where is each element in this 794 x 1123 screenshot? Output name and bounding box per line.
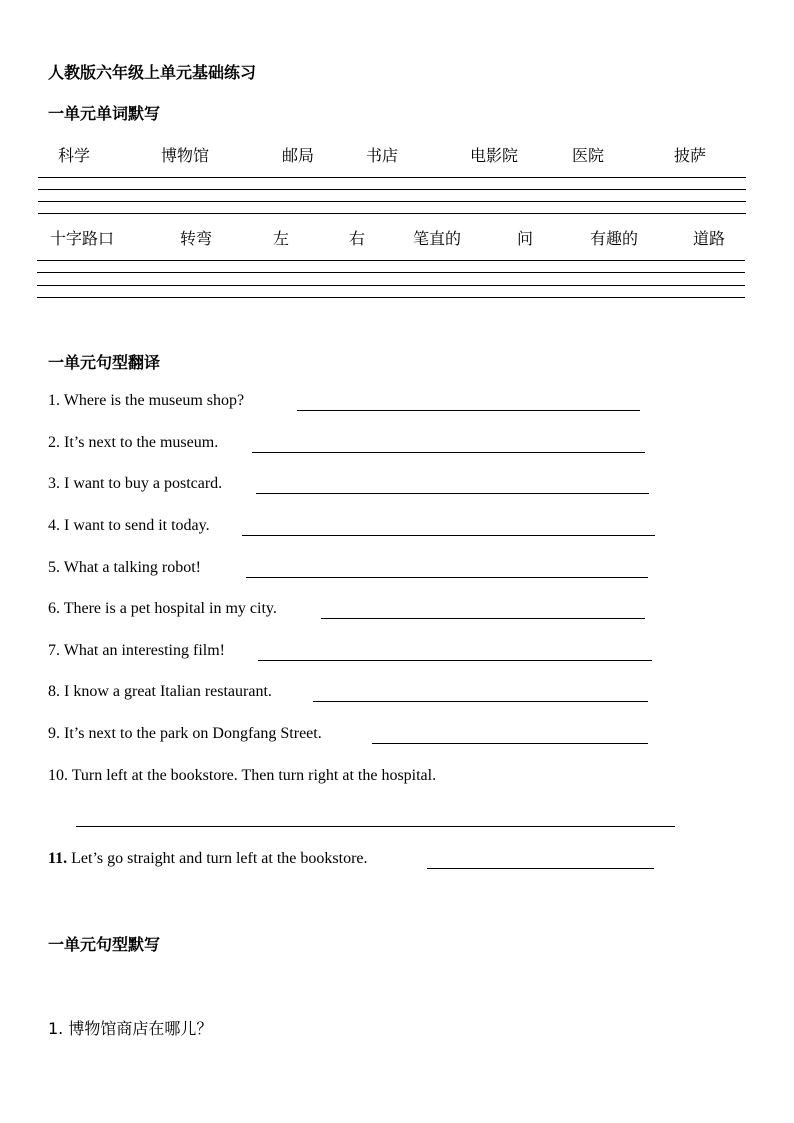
word-bookstore: 书店 <box>366 146 399 165</box>
dictation-item: 1. 博物馆商店在哪儿？ <box>48 1019 213 1038</box>
sentence-item: 5. What a talking robot! <box>48 559 201 576</box>
word-road: 道路 <box>693 229 726 248</box>
sentence-item: 8. I know a great Italian restaurant. <box>48 683 272 700</box>
writing-line <box>38 201 746 202</box>
item-number: 11. <box>48 850 68 867</box>
word-left: 左 <box>273 229 290 248</box>
answer-blank[interactable] <box>321 618 645 619</box>
section-heading-translate: 一单元句型翻译 <box>48 353 161 372</box>
word-post-office: 邮局 <box>282 146 315 165</box>
sentence-item: 2. It’s next to the museum. <box>48 434 219 451</box>
sentence-item: 3. I want to buy a postcard. <box>48 475 223 492</box>
answer-blank[interactable] <box>313 701 648 702</box>
section-heading-dictation: 一单元句型默写 <box>48 935 161 954</box>
writing-line <box>38 177 746 178</box>
answer-blank[interactable] <box>297 410 640 411</box>
page-title: 人教版六年级上单元基础练习 <box>48 63 257 82</box>
word-museum: 博物馆 <box>161 146 210 165</box>
word-pizza: 披萨 <box>674 146 707 165</box>
answer-blank[interactable] <box>372 743 648 744</box>
section-heading-words: 一单元单词默写 <box>48 104 161 123</box>
sentence-item: 7. What an interesting film! <box>48 642 225 659</box>
answer-blank[interactable] <box>246 577 648 578</box>
writing-line <box>37 285 745 286</box>
sentence-item <box>48 850 368 868</box>
sentence-item: 4. I want to send it today. <box>48 517 210 534</box>
word-interesting: 有趣的 <box>590 229 639 248</box>
word-hospital: 医院 <box>572 146 605 165</box>
word-cinema: 电影院 <box>470 146 519 165</box>
answer-blank[interactable] <box>242 535 655 536</box>
answer-blank[interactable] <box>427 868 654 869</box>
answer-blank[interactable] <box>256 493 649 494</box>
word-turn: 转弯 <box>180 229 213 248</box>
sentence-item: 1. Where is the museum shop? <box>48 392 245 409</box>
word-right: 右 <box>349 229 366 248</box>
answer-blank[interactable] <box>252 452 645 453</box>
sentence-text: Let’s go straight and turn left at the bookstore. <box>71 850 368 867</box>
writing-line <box>37 272 745 273</box>
word-straight: 笔直的 <box>413 229 462 248</box>
sentence-item: 9. It’s next to the park on Dongfang Street. <box>48 725 322 742</box>
sentence-item: 6. There is a pet hospital in my city. <box>48 600 277 617</box>
writing-line <box>37 297 745 298</box>
answer-blank[interactable] <box>258 660 652 661</box>
answer-blank[interactable] <box>76 826 675 827</box>
word-crossing: 十字路口 <box>50 229 115 248</box>
word-ask: 问 <box>517 229 534 248</box>
sentence-item: 10. Turn left at the bookstore. Then turn right at the hospital. <box>48 767 437 784</box>
writing-line <box>38 189 746 190</box>
writing-line <box>38 213 746 214</box>
writing-line <box>37 260 745 261</box>
word-science: 科学 <box>58 146 91 165</box>
